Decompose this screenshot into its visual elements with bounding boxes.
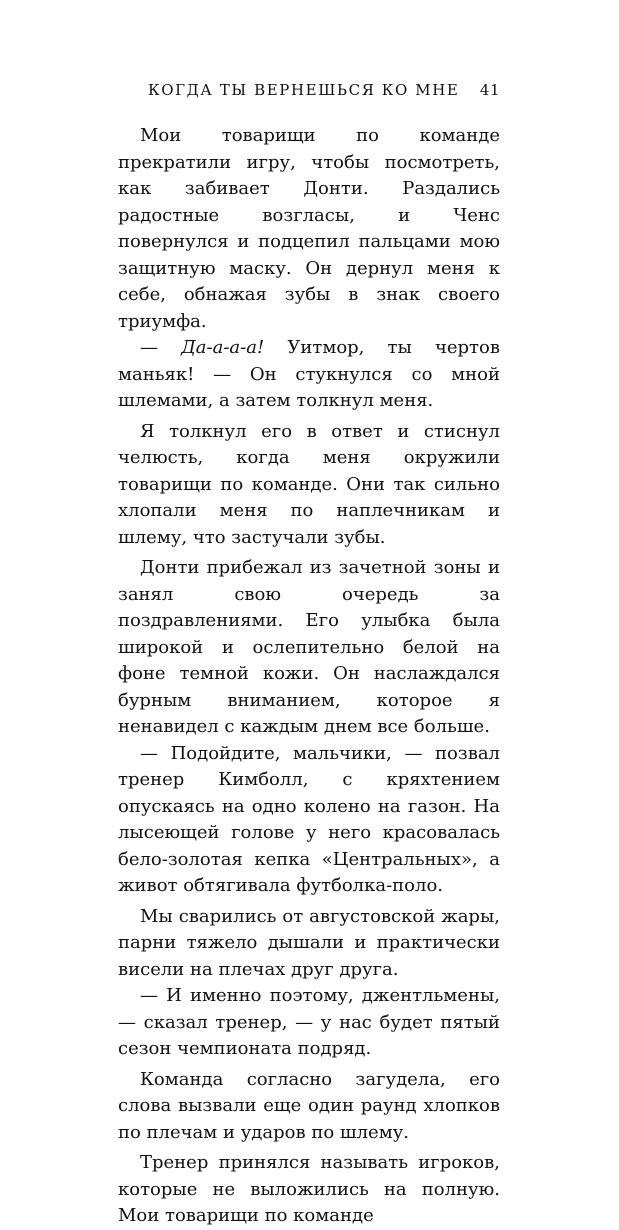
paragraph: Донти прибежал из зачетной зоны и занял свою очередь за поздравлениями. Его улыбка была широкой и ослепительно белой на фоне темной кожи. Он наслаждался бурным вниманием, которое я ненавидел с каждым днем все больше. (118, 557, 500, 737)
paragraph: Мы сварились от августовской жары, парни тяжело дышали и практически висели на плечах друг друга. (118, 905, 500, 980)
italic-exclamation: Да-а-а-а! (181, 337, 265, 358)
page-number: 41 (479, 81, 500, 99)
paragraph: — Да-а-а-а! Уитмор, ты чертов маньяк! — Он стукнулся со мной шлемами, а затем толкнул меня. (118, 337, 500, 411)
running-header (118, 78, 500, 102)
paragraph: Я толкнул его в ответ и стиснул челюсть, когда меня окружили товарищи по команде. Они так сильно хлопали меня по наплечникам и шлему, что застучали зубы. (118, 420, 500, 548)
paragraph: Мои товарищи по команде прекратили игру, чтобы посмотреть, как забивает Донти. Раздались радостные возгласы, и Ченс повернулся и подцепил пальцами мою защитную маску. Он дернул меня к себе, обнажая зубы в знак своего триумфа. (118, 125, 500, 332)
body-text (118, 123, 500, 1230)
paragraph: — И именно поэтому, джентльмены, — сказал тренер, — у нас будет пятый сезон чемпионата подряд. (118, 985, 500, 1059)
paragraph: Команда согласно загудела, его слова вызвали еще один раунд хлопков по плечам и ударов по шлему. (118, 1068, 500, 1143)
running-title: КОГДА ТЫ ВЕРНЕШЬСЯ КО МНЕ (148, 81, 460, 99)
paragraph: — Подойдите, мальчики, — позвал тренер Кимболл, с кряхтением опускаясь на одно колено на газон. На лысеющей голове у него красовалась бело-золотая кепка «Центральных», а живот обтягивала футболка-поло. (118, 742, 500, 896)
paragraph: Тренер принялся называть игроков, которые не выложились на полную. Мои товарищи по команде (118, 1152, 500, 1226)
